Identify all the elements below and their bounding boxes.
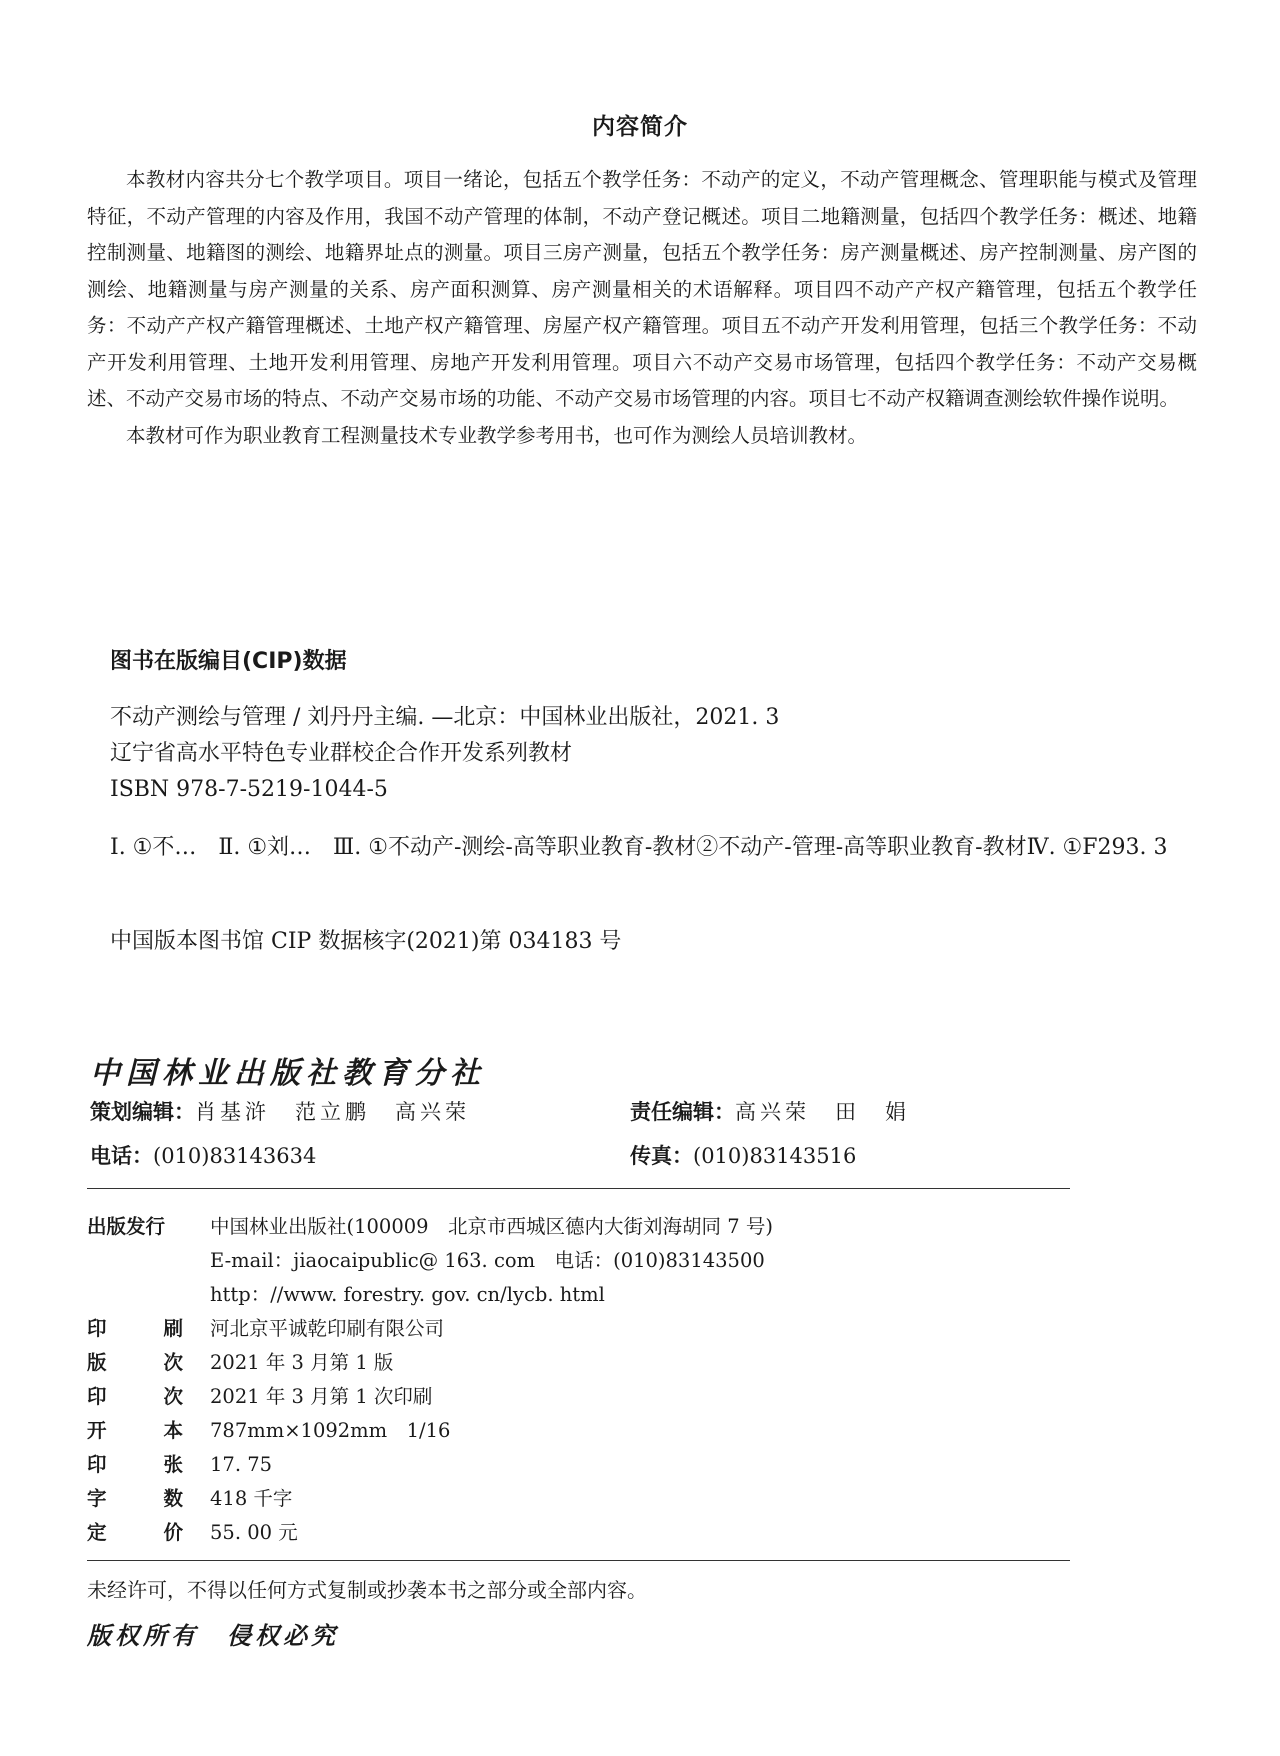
detail-label-char: 本 bbox=[163, 1419, 183, 1442]
detail-value: 2021 年 3 月第 1 次印刷 bbox=[210, 1385, 433, 1408]
detail-row bbox=[87, 1414, 1087, 1448]
branch-phone bbox=[90, 1140, 316, 1170]
copyright-statement: 版权所有 侵权必究 bbox=[87, 1621, 339, 1650]
divider bbox=[87, 1188, 1070, 1189]
cip-isbn: ISBN 978-7-5219-1044-5 bbox=[110, 777, 388, 802]
detail-value: 河北京平诚乾印刷有限公司 bbox=[210, 1317, 445, 1340]
cip-heading: 图书在版编目(CIP)数据 bbox=[110, 649, 347, 674]
detail-label-char: 张 bbox=[163, 1453, 183, 1476]
cip-title-line: 不动产测绘与管理 / 刘丹丹主编. —北京：中国林业出版社，2021. 3 bbox=[110, 705, 780, 730]
planning-editors bbox=[90, 1096, 470, 1126]
phone-value: (010)83143634 bbox=[153, 1144, 317, 1168]
publisher-value: 中国林业出版社(100009 北京市西城区德内大街刘海胡同 7 号) bbox=[210, 1215, 773, 1238]
cip-record bbox=[110, 700, 1200, 808]
responsible-editors bbox=[630, 1096, 910, 1126]
detail-row-email bbox=[87, 1244, 1087, 1278]
detail-label-char: 数 bbox=[163, 1487, 183, 1510]
responsible-editor-label: 责任编辑： bbox=[630, 1100, 735, 1124]
detail-label-char: 定 bbox=[87, 1521, 107, 1544]
planning-editor-names: 肖基浒 范立鹏 高兴荣 bbox=[195, 1100, 470, 1124]
cip-classification: Ⅰ. ①不… Ⅱ. ①刘… Ⅲ. ①不动产-测绘-高等职业教育-教材②不动产-管理-高等职业教育-教材Ⅳ. ①F293. 3 bbox=[110, 835, 1168, 860]
detail-row bbox=[87, 1380, 1087, 1414]
fax-value: (010)83143516 bbox=[693, 1144, 857, 1168]
detail-label bbox=[87, 1346, 183, 1380]
detail-row-publisher bbox=[87, 1210, 1087, 1244]
detail-value: 17. 75 bbox=[210, 1453, 273, 1476]
detail-label-char: 版 bbox=[87, 1351, 107, 1374]
responsible-editor-names: 高兴荣 田 娟 bbox=[735, 1100, 910, 1124]
summary-paragraph: 本教材内容共分七个教学项目。项目一绪论，包括五个教学任务：不动产的定义，不动产管理概念、管理职能与模式及管理特征，不动产管理的内容及作用，我国不动产管理的体制，不动产登记概述。项目二地籍测量，包括四个教学任务：概述、地籍控制测量、地籍图的测绘、地籍界址点的测量。项目三房产测量，包括五个教学任务：房产测量概述、房产控制测量、房产图的测绘、地籍测量与房产测量的关系、房产面积测算、房产测量相关的术语解释。项目四不动产产权产籍管理，包括五个教学任务：不动产产权产籍管理概述、土地产权产籍管理、房屋产权产籍管理。项目五不动产开发利用管理，包括三个教学任务：不动产开发利用管理、土地开发利用管理、房地产开发利用管理。项目六不动产交易市场管理，包括四个教学任务：不动产交易概述、不动产交易市场的特点、不动产交易市场的功能、不动产交易市场管理的内容。项目七不动产权籍调查测绘软件操作说明。 bbox=[87, 168, 1197, 410]
detail-label-char: 次 bbox=[163, 1351, 183, 1374]
detail-row bbox=[87, 1346, 1087, 1380]
summary-body bbox=[87, 162, 1197, 454]
branch-title: 中国林业出版社教育分社 bbox=[90, 1056, 486, 1091]
detail-label-char: 刷 bbox=[163, 1317, 183, 1340]
summary-paragraph: 本教材可作为职业教育工程测量技术专业教学参考用书，也可作为测绘人员培训教材。 bbox=[126, 423, 868, 447]
detail-label bbox=[87, 1448, 183, 1482]
detail-label-char: 次 bbox=[163, 1385, 183, 1408]
cip-number: 中国版本图书馆 CIP 数据核字(2021)第 034183 号 bbox=[110, 929, 622, 954]
detail-label bbox=[87, 1516, 183, 1550]
fax-label: 传真： bbox=[630, 1144, 693, 1168]
detail-label-char: 印 bbox=[87, 1385, 107, 1408]
detail-label bbox=[87, 1414, 183, 1448]
planning-editor-label: 策划编辑： bbox=[90, 1100, 195, 1124]
detail-value: 2021 年 3 月第 1 版 bbox=[210, 1351, 394, 1374]
email-line: E-mail：jiaocaipublic@ 163. com 电话：(010)83143500 bbox=[210, 1249, 765, 1272]
summary-title: 内容简介 bbox=[592, 114, 688, 140]
branch-fax bbox=[630, 1140, 856, 1170]
detail-label bbox=[87, 1380, 183, 1414]
detail-row bbox=[87, 1448, 1087, 1482]
detail-label bbox=[87, 1312, 183, 1346]
divider bbox=[87, 1560, 1070, 1561]
publication-details bbox=[87, 1210, 1087, 1550]
detail-label-char: 价 bbox=[163, 1521, 183, 1544]
detail-label-char: 开 bbox=[87, 1419, 107, 1442]
phone-label: 电话： bbox=[90, 1144, 153, 1168]
detail-value: 787mm×1092mm 1/16 bbox=[210, 1419, 451, 1442]
cip-series-line: 辽宁省高水平特色专业群校企合作开发系列教材 bbox=[110, 741, 573, 766]
url-line: http：//www. forestry. gov. cn/lycb. html bbox=[210, 1283, 605, 1306]
detail-value: 418 千字 bbox=[210, 1487, 293, 1510]
detail-value: 55. 00 元 bbox=[210, 1521, 298, 1544]
detail-row bbox=[87, 1312, 1087, 1346]
detail-label bbox=[87, 1482, 183, 1516]
detail-label-char: 印 bbox=[87, 1317, 107, 1340]
detail-label-char: 字 bbox=[87, 1487, 107, 1510]
detail-label-char: 印 bbox=[87, 1453, 107, 1476]
publisher-label: 出版发行 bbox=[87, 1215, 166, 1238]
detail-row-url bbox=[87, 1278, 1087, 1312]
detail-row bbox=[87, 1482, 1087, 1516]
reproduction-notice: 未经许可，不得以任何方式复制或抄袭本书之部分或全部内容。 bbox=[87, 1578, 647, 1602]
detail-row bbox=[87, 1516, 1087, 1550]
